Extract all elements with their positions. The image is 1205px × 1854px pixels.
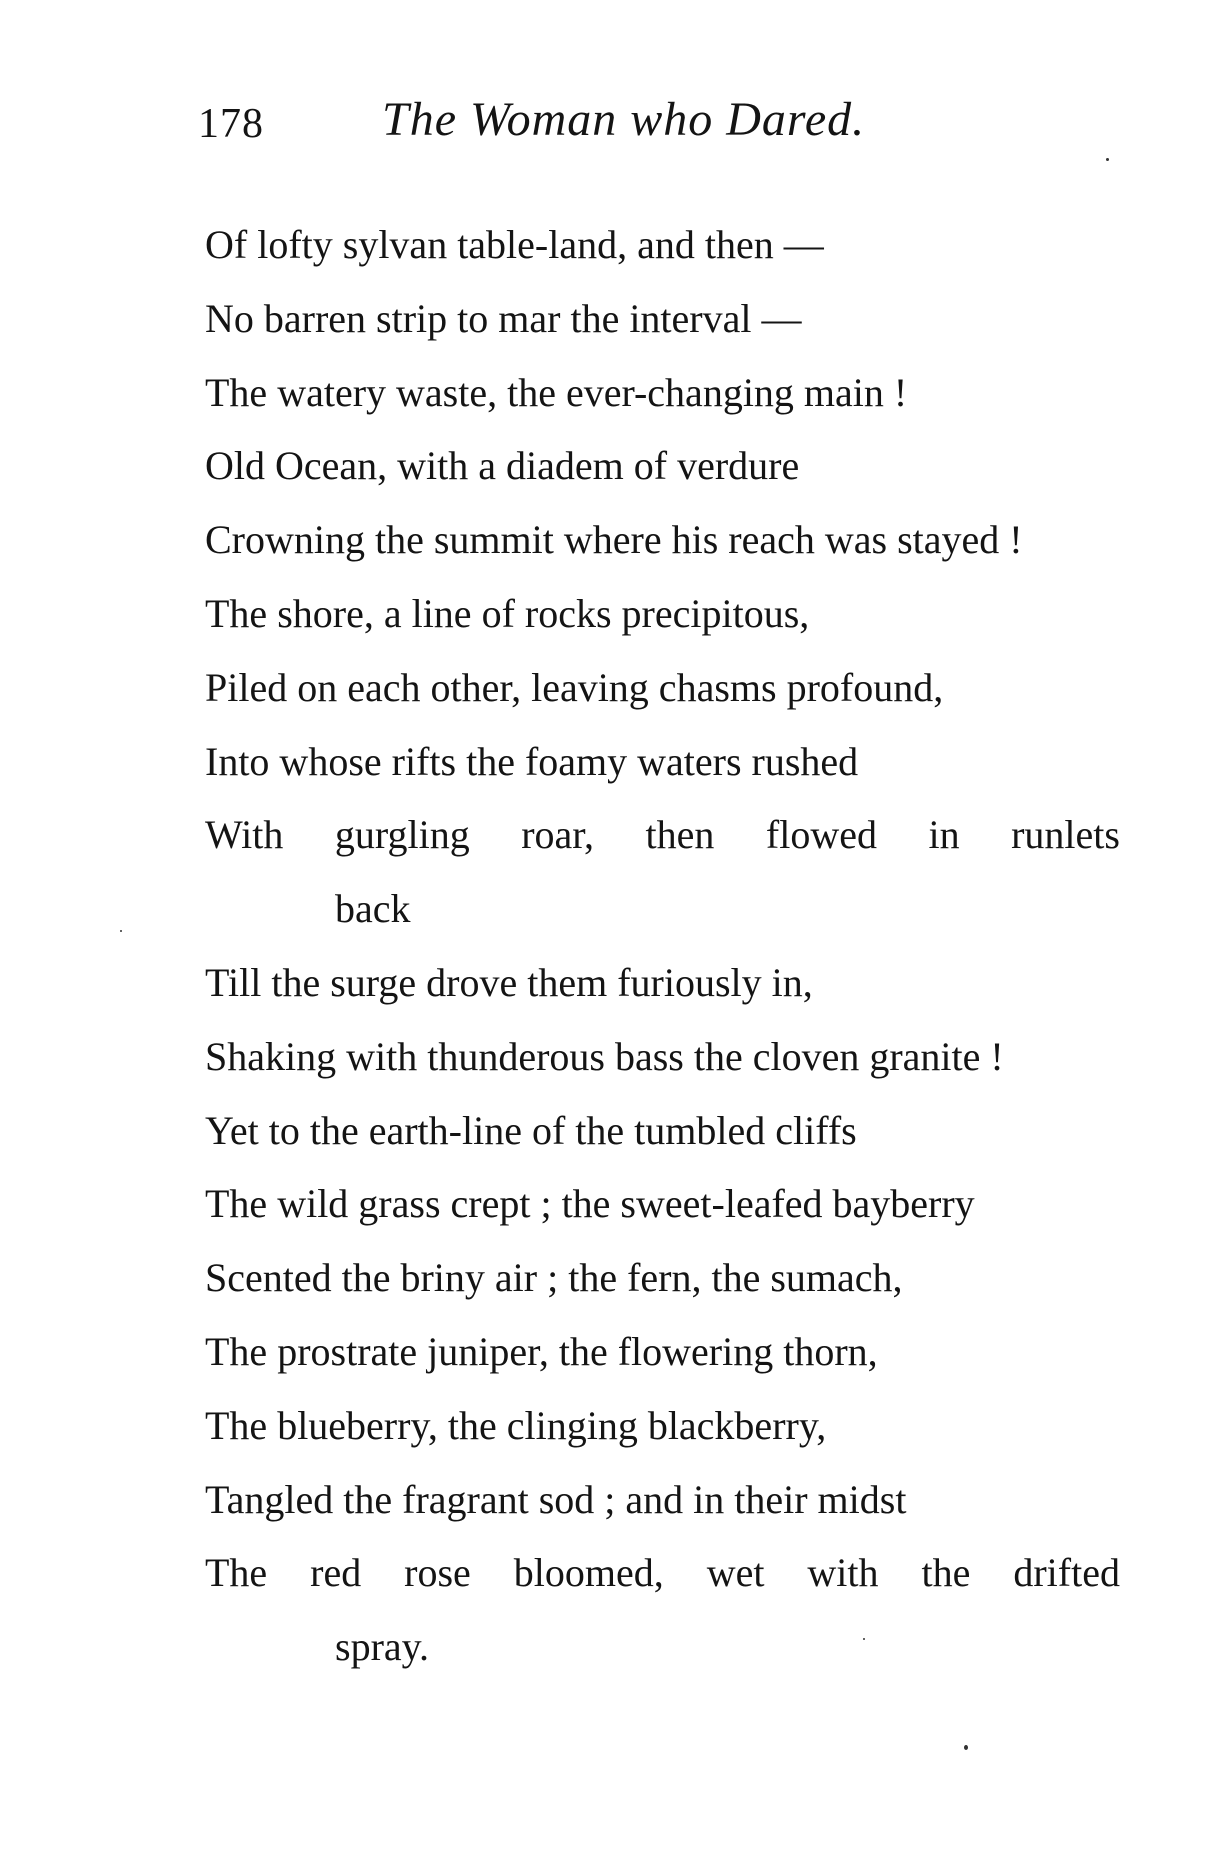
paper-speck (863, 1638, 865, 1640)
poem-word: gurgling (334, 812, 470, 858)
poem-line: The wild grass crept ; the sweet-leafed bayberry (205, 1181, 975, 1227)
poem-line: Shaking with thunderous bass the cloven granite ! (205, 1033, 1004, 1079)
paper-speck (120, 930, 122, 932)
poem-line: Scented the briny air ; the fern, the sumach, (205, 1255, 903, 1301)
poem-line: Piled on each other, leaving chasms profound, (205, 664, 944, 710)
poem-word: the (921, 1550, 971, 1596)
poem-line: Tangled the fragrant sod ; and in their midst (205, 1476, 907, 1522)
poem-word: with (807, 1550, 879, 1596)
poem-line-justified (205, 798, 1120, 872)
poem-line: Of lofty sylvan table-land, and then — (205, 222, 824, 267)
poem-text (205, 208, 1120, 1684)
poem-word: wet (706, 1550, 765, 1596)
poem-word: in (928, 812, 960, 858)
poem-word: rose (404, 1550, 471, 1596)
poem-line: No barren strip to mar the interval — (205, 295, 802, 341)
poem-turnover-line: spray. (335, 1624, 430, 1670)
running-header (198, 92, 958, 162)
poem-line: Old Ocean, with a diadem of verdure (205, 443, 800, 489)
poem-word: With (205, 812, 284, 858)
poem-word: roar, (521, 812, 595, 858)
poem-line: The shore, a line of rocks precipitous, (205, 590, 810, 636)
poem-word: red (310, 1550, 362, 1596)
poem-line: Yet to the earth-line of the tumbled cliffs (205, 1107, 857, 1153)
poem-line-justified (205, 1536, 1120, 1610)
poem-line: Into whose rifts the foamy waters rushed (205, 738, 859, 784)
poem-word: runlets (1011, 812, 1120, 858)
paper-speck (964, 1745, 968, 1750)
poem-word: flowed (765, 812, 877, 858)
page-number: 178 (198, 101, 264, 147)
paper-speck (1106, 158, 1109, 161)
poem-turnover-line: back (335, 886, 411, 932)
poem-line: The prostrate juniper, the flowering thorn, (205, 1328, 878, 1374)
poem-word: The (205, 1550, 268, 1596)
poem-word: bloomed, (513, 1550, 664, 1596)
poem-line: Crowning the summit where his reach was stayed ! (205, 517, 1023, 563)
poem-line: The watery waste, the ever-changing main ! (205, 369, 908, 415)
poem-line: Till the surge drove them furiously in, (205, 959, 813, 1005)
running-title: The Woman who Dared. (382, 93, 866, 146)
poem-word: then (645, 812, 715, 858)
poem-line: The blueberry, the clinging blackberry, (205, 1402, 827, 1448)
poem-word: drifted (1013, 1550, 1120, 1596)
